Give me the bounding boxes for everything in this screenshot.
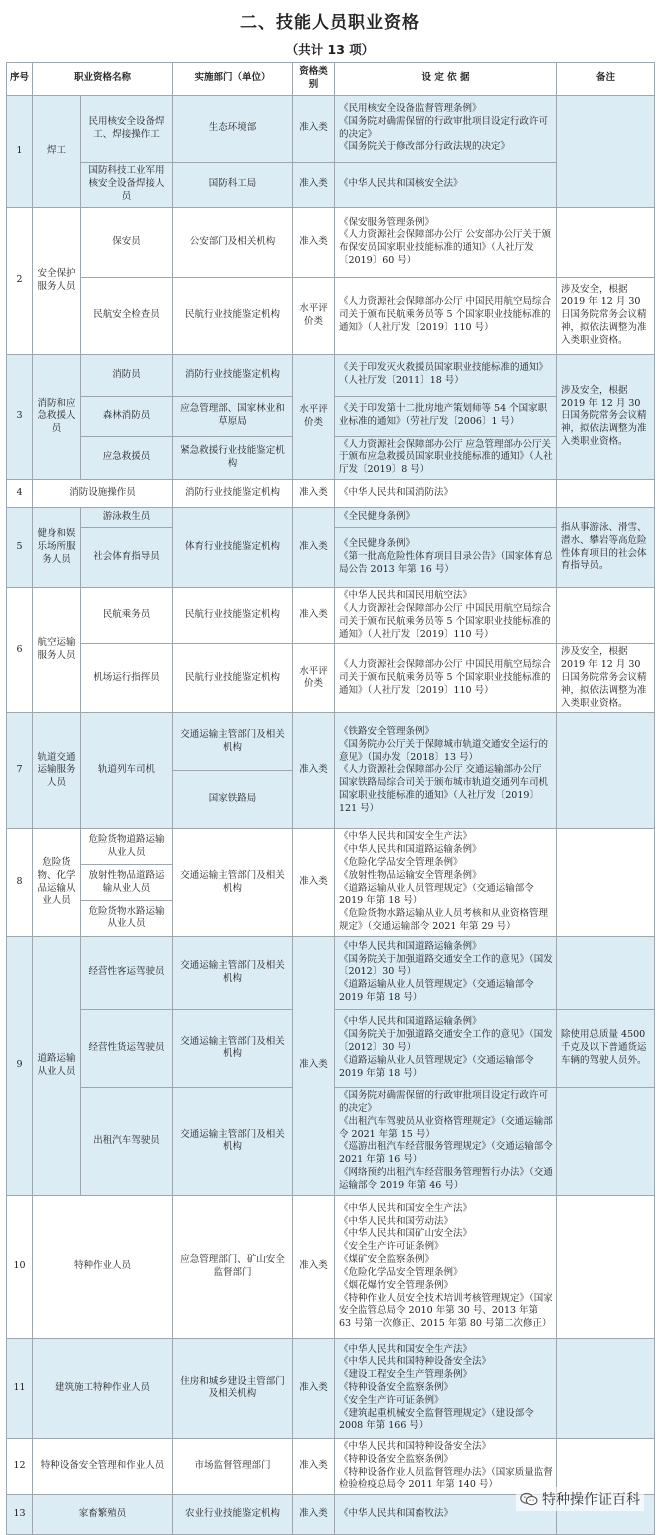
row-name: 民用核安全设备焊工、焊接操作工 <box>81 95 173 162</box>
row-name: 消防员 <box>81 354 173 396</box>
row-note <box>557 95 655 207</box>
row-note <box>557 207 655 277</box>
row-name: 经营性客运驾驶员 <box>81 936 173 1009</box>
basis-line: 《出租汽车驾驶员从业资格管理规定》（交通运输部令 2021 年第 15 号） <box>339 1115 553 1140</box>
row-basis <box>335 829 557 937</box>
row-type: 准入类 <box>293 95 335 162</box>
row-group: 航空运输服务人员 <box>33 588 81 713</box>
row-dept: 交通运输主管部门及相关机构 <box>173 713 293 771</box>
row-group: 焊工 <box>33 95 81 207</box>
row-no: 1 <box>7 95 33 207</box>
basis-line: 《人力资源社会保障部办公厅 交通运输部办公厅 国家铁路局综合司关于颁布城市轨道交通列车司机国家职业技能标准的通知》（人社厅发〔2019〕121 号） <box>339 764 549 814</box>
basis-line: 《中华人民共和国安全生产法》 <box>339 831 473 843</box>
row-note: 涉及安全，根据 2019 年 12 月 30 日国务院常务会议精神，拟依法调整为准入类职业资格。 <box>557 277 655 354</box>
row-group: 危险货物、化学品运输从业人员 <box>33 829 81 937</box>
row-no: 8 <box>7 829 33 937</box>
header-no: 序号 <box>7 63 33 96</box>
row-note <box>557 480 655 508</box>
row-dept: 紧急救援行业技能鉴定机构 <box>173 436 293 479</box>
basis-line: 《道路运输从业人员管理规定》（交通运输部令 2019 年第 18 号） <box>339 882 534 907</box>
header-basis: 设 定 依 据 <box>335 63 557 96</box>
row-dept: 交通运输主管部门及相关机构 <box>173 1009 293 1087</box>
row-basis <box>335 480 557 508</box>
row-dept: 住房和城乡建设主管部门及相关机构 <box>173 1338 293 1438</box>
row-dept: 交通运输主管部门及相关机构 <box>173 936 293 1009</box>
row-name: 危险货物水路运输从业人员 <box>81 901 173 937</box>
basis-line: 《全民健身条例》 <box>339 511 416 523</box>
basis-line: 《安全生产许可证条例》 <box>339 1394 444 1406</box>
row-group: 健身和娱乐场所服务人员 <box>33 508 81 588</box>
row-note: 指从事游泳、滑雪、潜水、攀岩等高危险性体育项目的社会体育指导员。 <box>557 508 655 588</box>
basis-line: 《第一批高危险性体育项目目录公告》（国家体育总局公告 2013 年第 16 号） <box>339 551 553 575</box>
row-type: 准入类 <box>293 1495 335 1535</box>
row-basis <box>335 95 557 162</box>
basis-line: 《国务院对确需保留的行政审批项目设定行政许可的决定》 <box>339 1090 549 1114</box>
row-type: 准入类 <box>293 829 335 937</box>
row-name: 民航乘务员 <box>81 588 173 644</box>
row-group: 轨道交通运输服务人员 <box>33 713 81 829</box>
row-note <box>557 936 655 1009</box>
basis-line: 《人力资源社会保障部办公厅 中国民用航空局综合司关于颁布民航乘务员等 5 个国家职业技能标准的通知》（人社厅发〔2019〕110 号） <box>339 659 552 696</box>
row-no: 10 <box>7 1195 33 1338</box>
row-no: 12 <box>7 1438 33 1494</box>
row-basis <box>335 436 557 479</box>
row-note: 涉及安全，根据 2019 年 12 月 30 日国务院常务会议精神，拟依法调整为准入类职业资格。 <box>557 354 655 479</box>
basis-line: 《国务院关于加强道路交通安全工作的意见》（国发〔2012〕30 号） <box>339 953 553 978</box>
header-type: 资格类别 <box>293 63 335 96</box>
row-no: 9 <box>7 936 33 1195</box>
row-no: 11 <box>7 1338 33 1438</box>
basis-line: 《特种设备安全监察条例》 <box>339 1453 454 1465</box>
row-name: 游泳救生员 <box>81 508 173 528</box>
basis-line: 《中华人民共和国矿山安全法》 <box>339 1228 473 1240</box>
row-basis <box>335 1338 557 1438</box>
row-type: 准入类 <box>293 1338 335 1438</box>
row-type: 准入类 <box>293 207 335 277</box>
row-type: 准入类 <box>293 508 335 588</box>
row-name: 森林消防员 <box>81 396 173 436</box>
header-name: 职业资格名称 <box>33 63 173 96</box>
table-row <box>7 207 655 277</box>
table-row <box>7 354 655 396</box>
row-name: 消防设施操作员 <box>33 480 173 508</box>
row-dept: 公安部门及相关机构 <box>173 207 293 277</box>
page-subtitle: （共计 13 项） <box>285 42 375 57</box>
basis-line: 《中华人民共和国消防法》 <box>339 487 454 499</box>
row-dept: 体育行业技能鉴定机构 <box>173 508 293 588</box>
row-dept: 市场监督管理部门 <box>173 1438 293 1494</box>
basis-line: 《铁路安全管理条例》 <box>339 726 435 738</box>
basis-line: 《保安服务管理条例》 <box>339 216 435 228</box>
table-header-row <box>7 63 655 96</box>
row-type: 准入类 <box>293 480 335 508</box>
row-no: 13 <box>7 1495 33 1535</box>
basis-line: 《国务院对确需保留的行政审批项目设定行政许可的决定》 <box>339 115 549 140</box>
row-no: 2 <box>7 207 33 354</box>
row-dept: 应急管理部、国家林业和草原局 <box>173 396 293 436</box>
row-no: 7 <box>7 713 33 829</box>
row-dept: 生态环境部 <box>173 95 293 162</box>
row-basis <box>335 644 557 713</box>
row-name: 家畜繁殖员 <box>33 1495 173 1535</box>
row-name: 出租汽车驾驶员 <box>81 1087 173 1195</box>
row-type: 准入类 <box>293 162 335 207</box>
row-note: 涉及安全，根据 2019 年 12 月 30 日国务院常务会议精神，拟依法调整为准入类职业资格。 <box>557 644 655 713</box>
row-basis <box>335 508 557 528</box>
basis-line: 《中华人民共和国道路运输条例》 <box>339 844 482 856</box>
header-dept: 实施部门（单位） <box>173 63 293 96</box>
row-no: 4 <box>7 480 33 508</box>
basis-line: 《中华人民共和国民用航空法》 <box>339 590 473 602</box>
row-name: 特种设备安全管理和作业人员 <box>33 1438 173 1494</box>
table-row <box>7 713 655 771</box>
basis-line: 《中华人民共和国特种设备安全法》 <box>339 1356 492 1368</box>
basis-line: 《特种设备安全监察条例》 <box>339 1381 454 1393</box>
header-note: 备注 <box>557 63 655 96</box>
row-note <box>557 588 655 644</box>
table-row <box>7 1195 655 1338</box>
basis-line: 《人力资源社会保障部办公厅 应急管理部办公厅关于颁布应急救援员国家职业技能标准的通知》（人社厅发〔2019〕8 号） <box>339 438 553 476</box>
basis-line: 《危险化学品安全管理条例》 <box>339 1266 463 1278</box>
watermark-text: 特种操作证百科 <box>542 1492 640 1508</box>
row-dept: 民航行业技能鉴定机构 <box>173 644 293 713</box>
basis-line: 《网络预约出租汽车经营服务管理暂行办法》（交通运输部令 2019 年第 46 号） <box>339 1167 553 1191</box>
watermark <box>516 1487 644 1511</box>
basis-line: 《建设工程安全生产管理条例》 <box>339 1369 473 1381</box>
row-note: 除使用总质量 4500 千克及以下普通货运车辆的驾驶人员外。 <box>557 1009 655 1087</box>
row-type: 水平评价类 <box>293 354 335 479</box>
row-basis <box>335 528 557 588</box>
basis-line: 《建筑起重机械安全监督管理规定》（建设部令 2008 年第 166 号） <box>339 1407 534 1432</box>
basis-line: 《全民健身条例》 <box>339 538 416 550</box>
row-type: 准入类 <box>293 588 335 644</box>
basis-line: 《煤矿安全监察条例》 <box>339 1254 435 1266</box>
basis-line: 《人力资源社会保障部办公厅 中国民用航空局综合司关于颁布民航乘务员等 5 个国家职业技能标准的通知》（人社厅发〔2019〕110 号） <box>339 602 552 640</box>
basis-line: 《中华人民共和国安全生产法》 <box>339 1343 473 1355</box>
basis-line: 《巡游出租汽车经营服务管理规定》（交通运输部令 2021 年第 16 号） <box>339 1141 553 1166</box>
basis-line: 《关于印发第十二批房地产策划师等 54 个国家职业标准的通知》（劳社厅发〔2006〕1 号） <box>339 403 548 428</box>
table-row <box>7 95 655 162</box>
row-dept: 国家铁路局 <box>173 771 293 829</box>
row-dept: 民航行业技能鉴定机构 <box>173 588 293 644</box>
row-basis <box>335 1087 557 1195</box>
row-no: 5 <box>7 508 33 588</box>
row-name: 应急救援员 <box>81 436 173 479</box>
row-dept: 消防行业技能鉴定机构 <box>173 480 293 508</box>
basis-line: 《国务院关于修改部分行政法规的决定》 <box>339 141 511 153</box>
row-note <box>557 1195 655 1338</box>
basis-line: 《关于印发灭火救援员国家职业技能标准的通知》（人社厅发〔2011〕18 号） <box>339 362 549 387</box>
basis-line: 《道路运输从业人员管理规定》（交通运输部令 2019 年第 18 号） <box>339 1054 534 1079</box>
table-row <box>7 277 655 354</box>
basis-line: 《中华人民共和国劳动法》 <box>339 1215 454 1227</box>
basis-line: 《中华人民共和国安全生产法》 <box>339 1202 473 1214</box>
table-row <box>7 644 655 713</box>
row-type: 准入类 <box>293 713 335 829</box>
row-group: 消防和应急救援人员 <box>33 354 81 479</box>
row-name: 国防科技工业军用核安全设备焊接人员 <box>81 162 173 207</box>
wechat-icon <box>520 1492 538 1506</box>
table-row <box>7 508 655 528</box>
row-no: 3 <box>7 354 33 479</box>
row-dept: 应急管理部门、矿山安全监督部门 <box>173 1195 293 1338</box>
row-dept: 农业行业技能鉴定机构 <box>173 1495 293 1535</box>
row-basis <box>335 588 557 644</box>
row-type: 准入类 <box>293 1438 335 1494</box>
row-name: 机场运行指挥员 <box>81 644 173 713</box>
row-name: 建筑施工特种作业人员 <box>33 1338 173 1438</box>
row-note <box>557 1087 655 1195</box>
row-note <box>557 1338 655 1438</box>
row-basis <box>335 207 557 277</box>
row-name: 社会体育指导员 <box>81 528 173 588</box>
row-group: 安全保护服务人员 <box>33 207 81 354</box>
basis-line: 《中华人民共和国道路运输条例》 <box>339 940 482 952</box>
row-no: 6 <box>7 588 33 713</box>
row-name: 民航安全检查员 <box>81 277 173 354</box>
table-row <box>7 480 655 508</box>
row-basis <box>335 396 557 436</box>
basis-line: 《国务院办公厅关于保障城市轨道交通安全运行的意见》（国办发〔2018〕13 号） <box>339 738 549 763</box>
row-name: 经营性货运驾驶员 <box>81 1009 173 1087</box>
basis-line: 《危险化学品安全管理条例》 <box>339 857 463 868</box>
basis-line: 《中华人民共和国核安全法》 <box>339 178 463 190</box>
row-note <box>557 829 655 937</box>
table-row <box>7 588 655 644</box>
row-type: 准入类 <box>293 936 335 1195</box>
basis-line: 《道路运输从业人员管理规定》（交通运输部令 2019 年第 18 号） <box>339 979 534 1004</box>
basis-line: 《安全生产许可证条例》 <box>339 1241 444 1253</box>
row-dept: 国防科工局 <box>173 162 293 207</box>
row-basis <box>335 1009 557 1087</box>
row-name: 轨道列车司机 <box>81 713 173 829</box>
table-row <box>7 936 655 1009</box>
row-basis <box>335 277 557 354</box>
basis-line: 《特种设备作业人员监督管理办法》（国家质量监督检验检疫总局令 2011 年第 140 号） <box>339 1466 553 1491</box>
row-dept: 民航行业技能鉴定机构 <box>173 277 293 354</box>
row-basis <box>335 1195 557 1338</box>
basis-line: 《人力资源社会保障部办公厅 公安部办公厅关于颁布保安员国家职业技能标准的通知》（人社厅发〔2019〕60 号） <box>339 229 552 266</box>
basis-line: 《中华人民共和国特种设备安全法》 <box>339 1440 492 1452</box>
basis-line: 《特种作业人员安全技术培训考核管理规定》（国家安全监管总局令 2010 年第 30 号、2013 年第 63 号第一次修正、2015 年第 80 号第二次修正） <box>339 1292 553 1330</box>
row-dept: 消防行业技能鉴定机构 <box>173 354 293 396</box>
row-type: 准入类 <box>293 1195 335 1338</box>
basis-line: 《危险货物水路运输从业人员考核和从业资格管理规定》（交通运输部令 2021 年第 29 号） <box>339 908 549 933</box>
basis-line: 《烟花爆竹安全管理条例》 <box>339 1279 454 1291</box>
basis-line: 《放射性物品运输安全管理条例》 <box>339 869 482 881</box>
row-basis <box>335 713 557 829</box>
basis-line: 《民用核安全设备监督管理条例》 <box>339 103 482 114</box>
row-group: 道路运输从业人员 <box>33 936 81 1195</box>
row-type: 水平评价类 <box>293 644 335 713</box>
page-title: 二、技能人员职业资格 <box>240 13 420 33</box>
basis-line: 《中华人民共和国道路运输条例》 <box>339 1016 482 1028</box>
table-row <box>7 1338 655 1438</box>
row-basis <box>335 354 557 396</box>
row-type: 水平评价类 <box>293 277 335 354</box>
basis-line: 《人力资源社会保障部办公厅 中国民用航空局综合司关于颁布民航乘务员等 5 个国家职业技能标准的通知》（人社厅发〔2019〕110 号） <box>339 296 552 334</box>
table-row <box>7 829 655 865</box>
qualification-table <box>6 62 655 1535</box>
row-name: 保安员 <box>81 207 173 277</box>
row-note <box>557 713 655 829</box>
row-dept: 交通运输主管部门及相关机构 <box>173 829 293 937</box>
row-basis <box>335 162 557 207</box>
row-name: 放射性物品道路运输从业人员 <box>81 865 173 901</box>
row-name: 危险货物道路运输从业人员 <box>81 829 173 865</box>
row-name: 特种作业人员 <box>33 1195 173 1338</box>
basis-line: 《国务院关于加强道路交通安全工作的意见》（国发〔2012〕30 号） <box>339 1029 553 1053</box>
basis-line: 《中华人民共和国畜牧法》 <box>339 1508 454 1520</box>
row-basis <box>335 936 557 1009</box>
row-dept: 交通运输主管部门及相关机构 <box>173 1087 293 1195</box>
